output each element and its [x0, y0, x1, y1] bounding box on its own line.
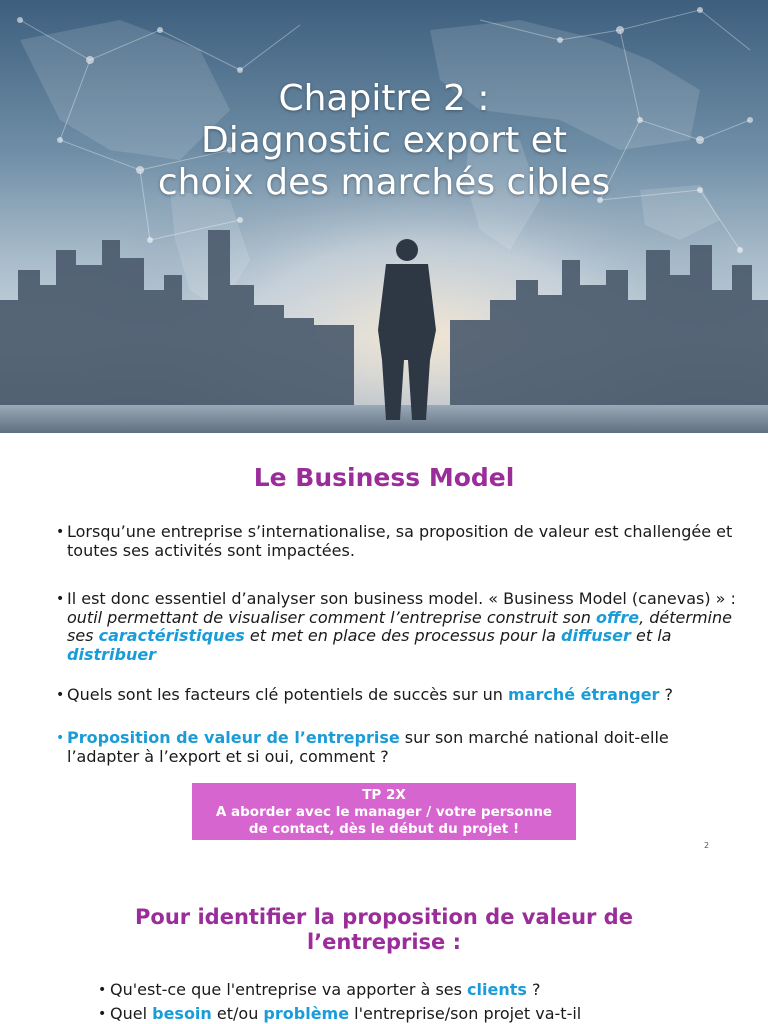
- bullet-text: [67, 590, 736, 664]
- text-run: Quels sont les facteurs clé potentiels de succès sur un: [67, 685, 509, 704]
- highlight-besoin: besoin: [152, 1004, 212, 1023]
- highlight-clients: clients: [467, 980, 527, 999]
- slide-title-line: l’entreprise :: [306, 930, 462, 954]
- bullet-icon: •: [56, 730, 65, 746]
- bullet-icon: •: [98, 1006, 107, 1022]
- bullet-item: [56, 686, 736, 705]
- highlight-offre: offre: [596, 607, 640, 627]
- bullet-icon: •: [56, 687, 65, 703]
- bullet-text: Lorsqu’une entreprise s’internationalise, sa proposition de valeur est challengée et toutes ses activités sont impactées.: [67, 522, 733, 560]
- chapter-title: [0, 78, 768, 204]
- text-run: et/ou: [211, 1004, 264, 1023]
- highlight-distribuer: distribuer: [67, 644, 157, 664]
- title-slide: [0, 0, 768, 433]
- highlight-marche-etranger: marché étranger: [508, 685, 660, 704]
- highlight-proposition-valeur: Proposition de valeur de l’entreprise: [67, 728, 400, 747]
- highlight-probleme: problème: [263, 1004, 350, 1023]
- tp-box-line: A aborder avec le manager / votre personne: [215, 804, 553, 820]
- text-run: ?: [526, 980, 541, 999]
- text-run: Quel: [110, 1004, 153, 1023]
- bullet-icon: •: [98, 982, 107, 998]
- bullet-icon: •: [56, 524, 65, 540]
- tp-box-line: TP 2X: [362, 787, 406, 803]
- text-run: outil permettant de visualiser comment l’entreprise construit son: [67, 607, 597, 627]
- slide-title: [0, 905, 768, 955]
- text-run: et met en place des processus pour la: [244, 626, 561, 645]
- highlight-caracteristiques: caractéristiques: [98, 626, 245, 645]
- slide-title: Le Business Model: [253, 463, 515, 492]
- tp-box-line: de contact, dès le début du projet !: [248, 821, 520, 837]
- business-model-slide: [0, 433, 768, 853]
- chapter-title-line: Diagnostic export et: [201, 120, 567, 161]
- tp-callout-box: [192, 783, 576, 840]
- page-number: 2: [704, 841, 710, 850]
- bullet-item: [56, 523, 736, 560]
- highlight-diffuser: diffuser: [561, 626, 631, 645]
- chapter-title-line: Chapitre 2 :: [278, 78, 490, 119]
- text-run: ?: [659, 685, 674, 704]
- text-run: et la: [630, 626, 672, 645]
- bullet-item: [98, 980, 738, 1000]
- bullet-text: [67, 729, 736, 766]
- text-run: , détermine ses: [67, 607, 732, 645]
- bullet-item: [98, 1004, 738, 1024]
- text-run: sur son marché national doit-elle l’adapter à l’export et si oui, comment ?: [67, 728, 669, 766]
- city-skyline-background: [0, 0, 768, 433]
- text-run: Il est donc essentiel d’analyser son business model. « Business Model (canevas) » :: [67, 589, 736, 608]
- bullet-item: [56, 590, 736, 664]
- water-reflection: [0, 405, 768, 433]
- text-run: Qu'est-ce que l'entreprise va apporter à ses: [110, 980, 468, 999]
- value-proposition-slide: [0, 853, 768, 1024]
- chapter-title-line: choix des marchés cibles: [157, 162, 611, 203]
- bullet-item: [56, 729, 736, 766]
- bullet-text: [67, 686, 736, 705]
- slide-title-line: Pour identifier la proposition de valeur de: [135, 905, 633, 929]
- bullet-text: [110, 980, 738, 1000]
- text-run: l'entreprise/son projet va-t-il: [349, 1004, 582, 1023]
- bullet-text: [110, 1004, 738, 1024]
- bullet-icon: •: [56, 591, 65, 607]
